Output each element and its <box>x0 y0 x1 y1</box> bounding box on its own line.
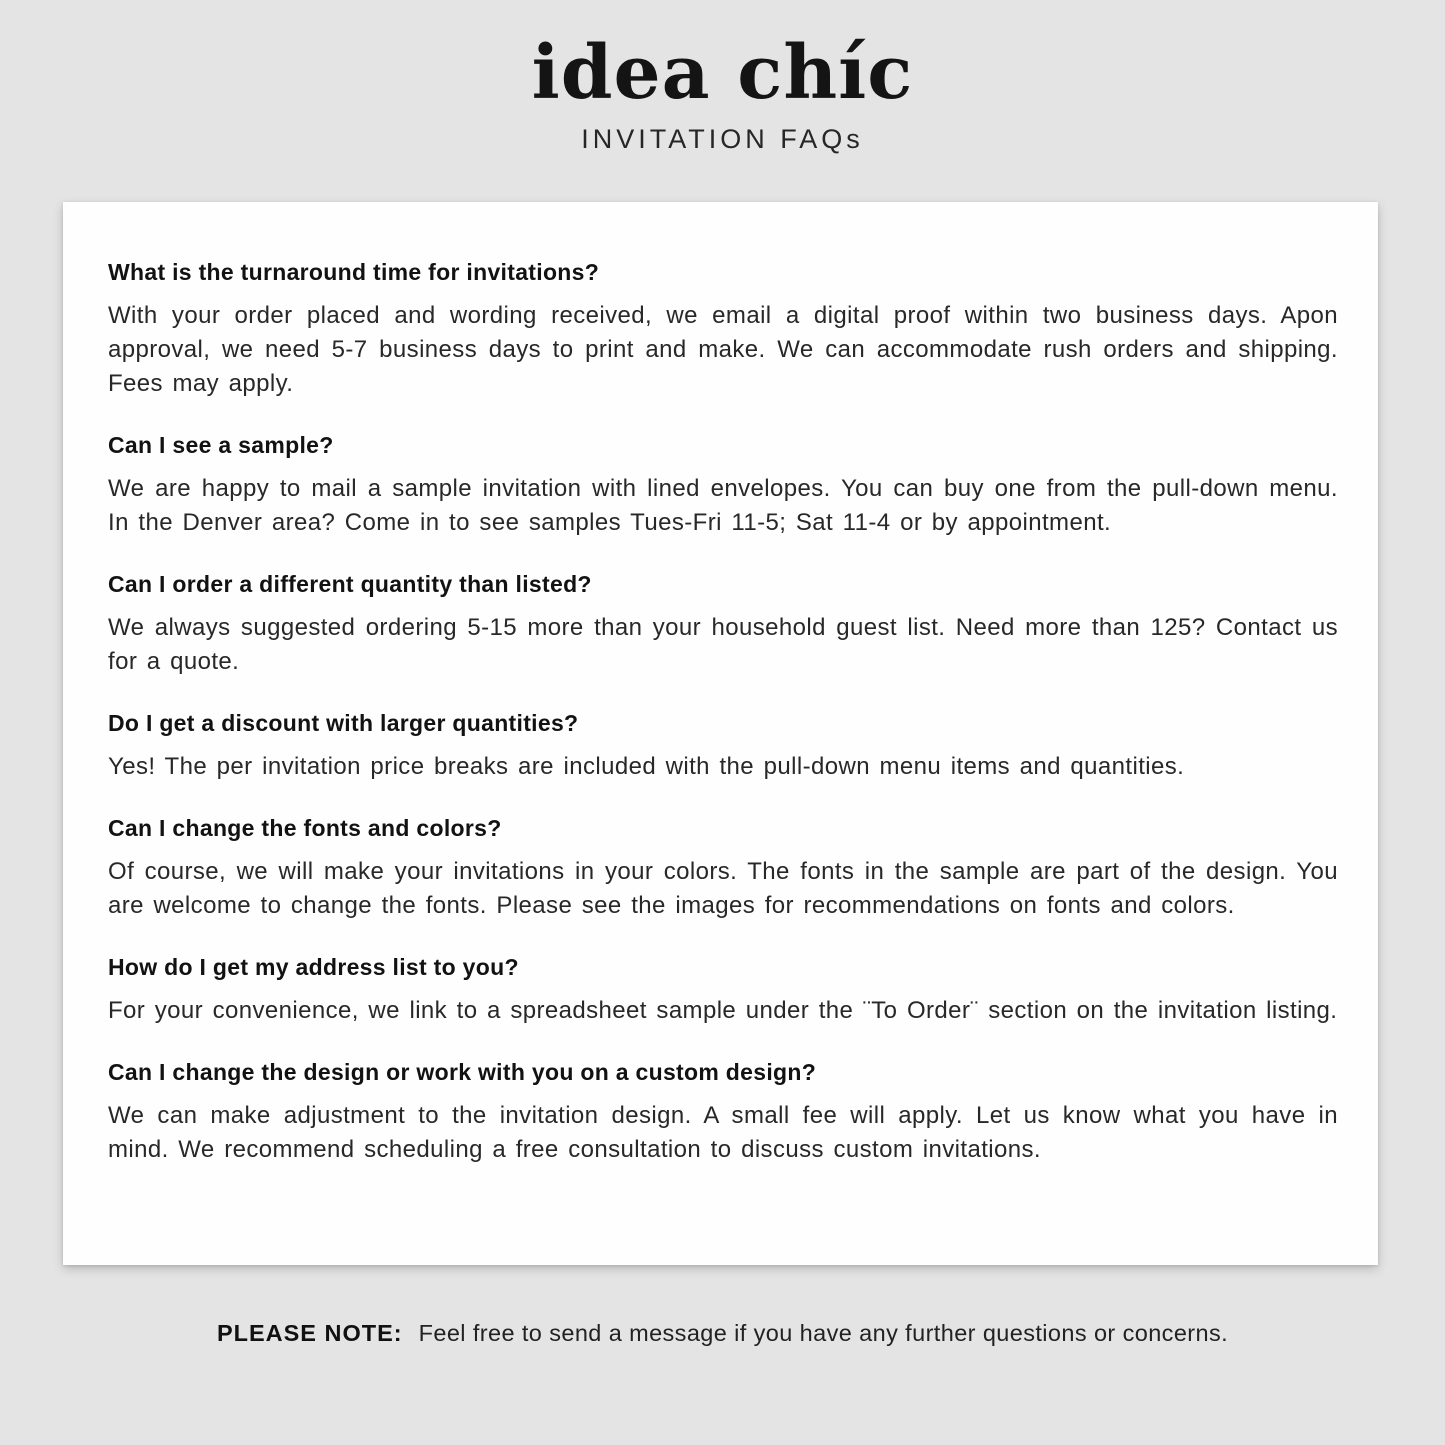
brand-logo: idea chíc <box>531 30 914 116</box>
faq-question: How do I get my address list to you? <box>108 954 519 980</box>
faq-item-address-list <box>108 953 1338 1028</box>
faq-answer: For your convenience, we link to a spreadsheet sample under the ¨To Order¨ section on the invitation listing. <box>108 997 1338 1024</box>
faq-answer: We are happy to mail a sample invitation with lined envelopes. You can buy one from the pull-down menu. In the Denver area? Come in to see samples Tues-Fri 11-5; Sat 11-4 or by appointment. <box>108 475 1338 536</box>
faq-question: Do I get a discount with larger quantities? <box>108 710 579 736</box>
faq-answer: We always suggested ordering 5-15 more than your household guest list. Need more than 125? Contact us for a quote. <box>108 614 1338 675</box>
faq-answer: With your order placed and wording received, we email a digital proof within two business days. Apon approval, we need 5-7 business days to print and make. We can accommodate rush orders and shipping. Fees may apply. <box>108 302 1338 397</box>
faq-item-quantity <box>108 570 1338 679</box>
footer-note-label: PLEASE NOTE: <box>216 1320 403 1346</box>
faq-item-turnaround <box>108 258 1338 401</box>
faq-item-fonts-colors <box>108 814 1338 923</box>
faq-question: What is the turnaround time for invitations? <box>108 259 600 285</box>
faq-item-custom-design <box>108 1058 1338 1167</box>
faq-question: Can I change the design or work with you on a custom design? <box>108 1059 817 1085</box>
faq-item-sample <box>108 431 1338 540</box>
faq-question: Can I order a different quantity than listed? <box>108 571 592 597</box>
footer-note <box>0 1320 1445 1347</box>
faq-answer: Of course, we will make your invitations in your colors. The fonts in the sample are part of the design. You are welcome to change the fonts. Please see the images for recommendations on fonts and colors. <box>108 858 1338 919</box>
faq-answer: Yes! The per invitation price breaks are included with the pull-down menu items and quantities. <box>108 753 1185 780</box>
faq-card <box>63 202 1378 1265</box>
faq-item-discount <box>108 709 1338 784</box>
faq-question: Can I change the fonts and colors? <box>108 815 502 841</box>
faq-answer: We can make adjustment to the invitation design. A small fee will apply. Let us know what you have in mind. We recommend scheduling a free consultation to discuss custom invitations. <box>108 1102 1338 1163</box>
footer-note-text: Feel free to send a message if you have any further questions or concerns. <box>418 1320 1229 1346</box>
faq-question: Can I see a sample? <box>108 432 334 458</box>
page-header <box>0 30 1445 155</box>
page-title: INVITATION FAQs <box>581 124 864 154</box>
